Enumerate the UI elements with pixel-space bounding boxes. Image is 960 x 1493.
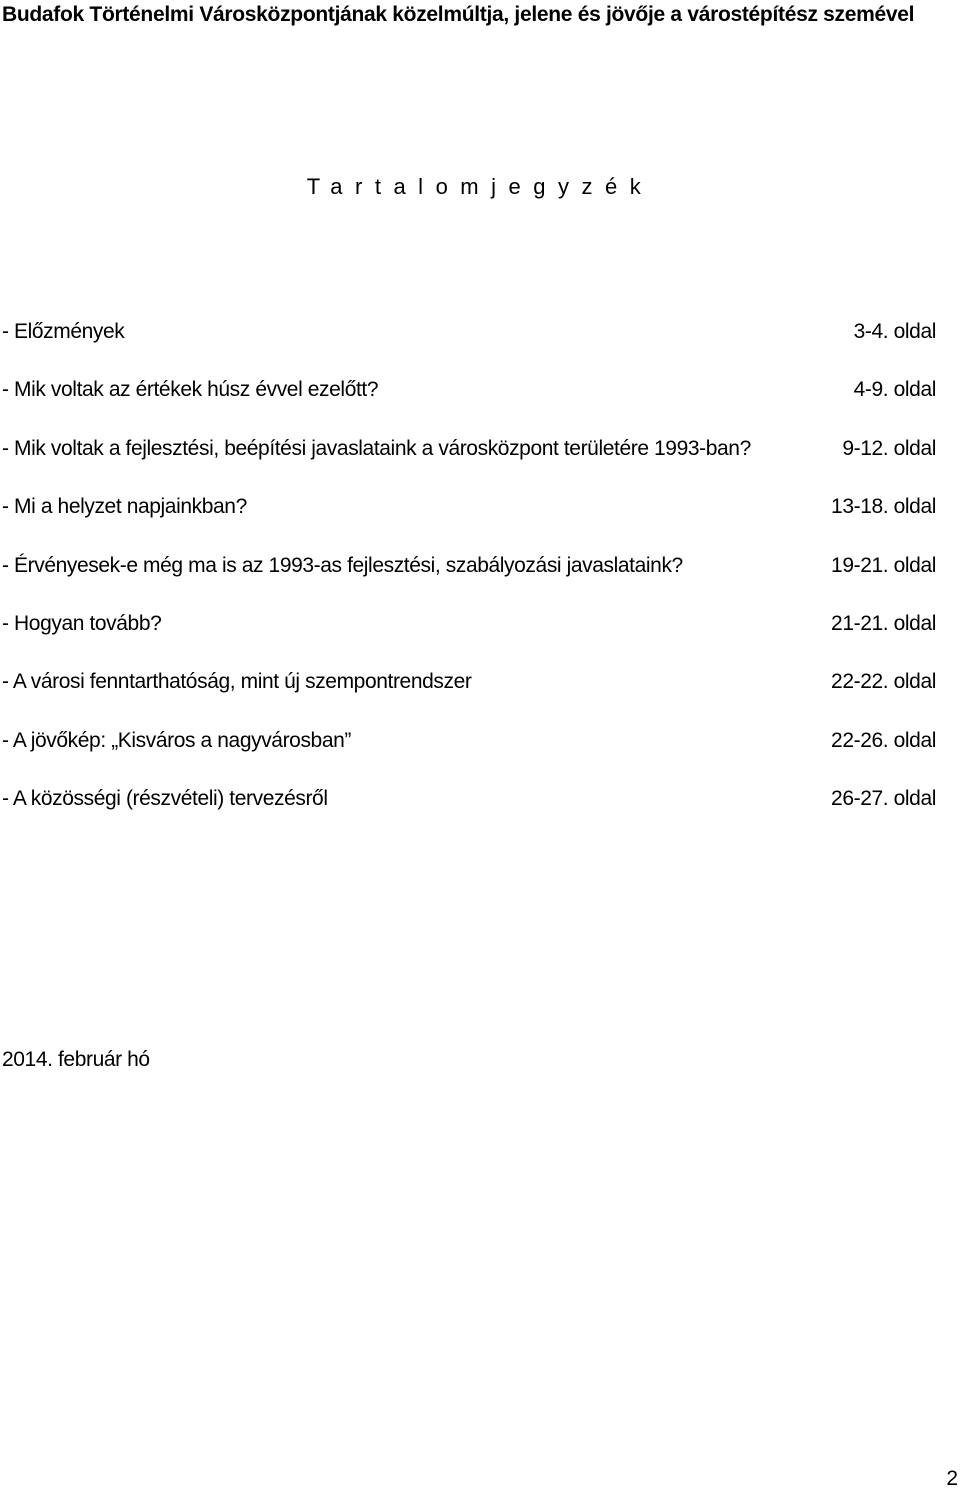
toc-heading: Tartalomjegyzék — [306, 174, 654, 199]
toc-entry — [0, 318, 960, 376]
toc-entry-title: - Mik voltak a fejlesztési, beépítési javaslataink a városközpont területére 1993-ban? — [2, 436, 751, 460]
toc-entry-title: - Hogyan tovább? — [2, 611, 162, 635]
toc-list — [0, 318, 960, 844]
toc-entry — [0, 376, 960, 434]
document-title: Budafok Történelmi Városközpontjának közelmúltja, jelene és jövője a várostépítész szemével — [2, 3, 915, 26]
toc-entry-pages: 13-18. oldal — [831, 495, 936, 519]
toc-entry-pages: 21-21. oldal — [831, 611, 936, 635]
toc-entry-title: - Mi a helyzet napjainkban? — [2, 495, 247, 519]
toc-entry-title: - A jövőkép: „Kisváros a nagyvárosban” — [2, 728, 351, 752]
toc-entry-title: - Érvényesek-e még ma is az 1993-as fejlesztési, szabályozási javaslataink? — [2, 553, 683, 577]
toc-entry — [0, 668, 960, 726]
toc-entry-title: - Mik voltak az értékek húsz évvel ezelőtt? — [2, 378, 379, 402]
toc-entry — [0, 552, 960, 610]
toc-entry-pages: 22-26. oldal — [831, 728, 936, 752]
toc-entry-pages: 22-22. oldal — [831, 670, 936, 694]
toc-entry-title: - A közösségi (részvételi) tervezésről — [2, 787, 328, 811]
toc-entry — [0, 785, 960, 843]
toc-entry-title: - Előzmények — [2, 320, 125, 343]
toc-entry-pages: 4-9. oldal — [853, 378, 936, 402]
toc-entry-pages: 3-4. oldal — [853, 320, 936, 343]
toc-entry — [0, 493, 960, 551]
toc-entry-pages: 9-12. oldal — [842, 436, 936, 460]
page-number: 2 — [946, 1467, 958, 1490]
toc-entry — [0, 727, 960, 785]
document-date: 2014. február hó — [2, 1048, 150, 1071]
toc-entry-title: - A városi fenntarthatóság, mint új szempontrendszer — [2, 670, 472, 694]
toc-entry-pages: 26-27. oldal — [831, 787, 936, 811]
toc-entry — [0, 610, 960, 668]
toc-entry-pages: 19-21. oldal — [831, 553, 936, 577]
toc-entry — [0, 435, 960, 493]
